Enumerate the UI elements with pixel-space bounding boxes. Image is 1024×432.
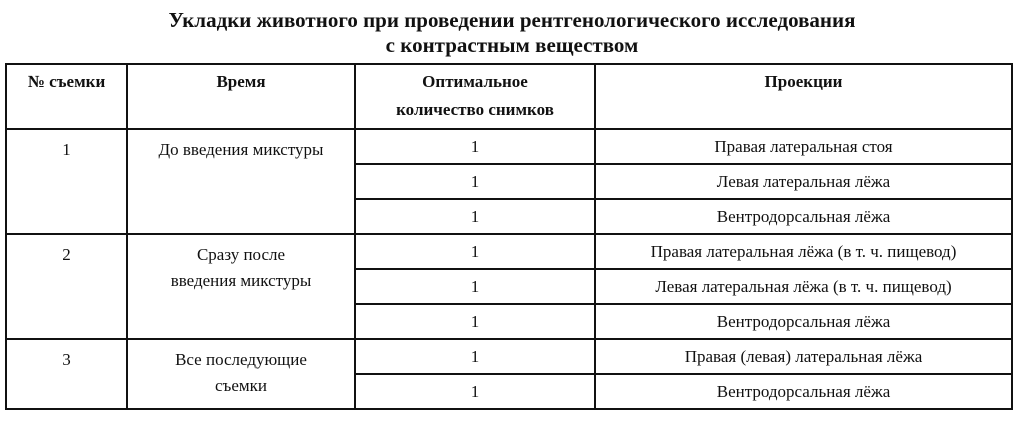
count-cell: 1: [355, 339, 595, 374]
time-line-2: введения микстуры: [170, 271, 312, 290]
header-optimal-count-line-1: Оптимальное: [422, 72, 528, 91]
projection-cell: Правая латеральная лёжа (в т. ч. пищевод): [595, 234, 1012, 269]
time-line-1: До введения микстуры: [158, 140, 324, 159]
document-title: [0, 8, 1024, 58]
count-cell: 1: [355, 164, 595, 199]
header-optimal-count-line-2: количество снимков: [396, 100, 554, 119]
table-header-row: [6, 64, 1012, 129]
projection-cell: Вентродорсальная лёжа: [595, 199, 1012, 234]
projection-cell: Правая (левая) латеральная лёжа: [595, 339, 1012, 374]
time-line-2: съемки: [215, 376, 267, 395]
table-row: [6, 234, 1012, 269]
shot-number-cell: 2: [6, 234, 127, 339]
count-cell: 1: [355, 234, 595, 269]
time-cell: [127, 339, 355, 409]
title-line-2: с контрастным веществом: [385, 33, 639, 57]
time-line-1: Сразу после: [196, 245, 286, 264]
time-line-1: Все последующие: [175, 350, 307, 369]
radiography-positions-table: [5, 63, 1013, 410]
projection-cell: Вентродорсальная лёжа: [595, 304, 1012, 339]
count-cell: 1: [355, 304, 595, 339]
header-shot-number: № съемки: [6, 64, 127, 129]
projection-cell: Вентродорсальная лёжа: [595, 374, 1012, 409]
count-cell: 1: [355, 129, 595, 164]
table-row: [6, 339, 1012, 374]
projection-cell: Левая латеральная лёжа (в т. ч. пищевод): [595, 269, 1012, 304]
count-cell: 1: [355, 199, 595, 234]
count-cell: 1: [355, 374, 595, 409]
shot-number-cell: 3: [6, 339, 127, 409]
header-optimal-count: [355, 64, 595, 129]
projection-cell: Правая латеральная стоя: [595, 129, 1012, 164]
table-row: [6, 129, 1012, 164]
title-line-1: Укладки животного при проведении рентгенологического исследования: [168, 8, 856, 32]
count-cell: 1: [355, 269, 595, 304]
header-projections: Проекции: [595, 64, 1012, 129]
projection-cell: Левая латеральная лёжа: [595, 164, 1012, 199]
shot-number-cell: 1: [6, 129, 127, 234]
time-cell: [127, 234, 355, 339]
time-cell: [127, 129, 355, 234]
header-time: Время: [127, 64, 355, 129]
